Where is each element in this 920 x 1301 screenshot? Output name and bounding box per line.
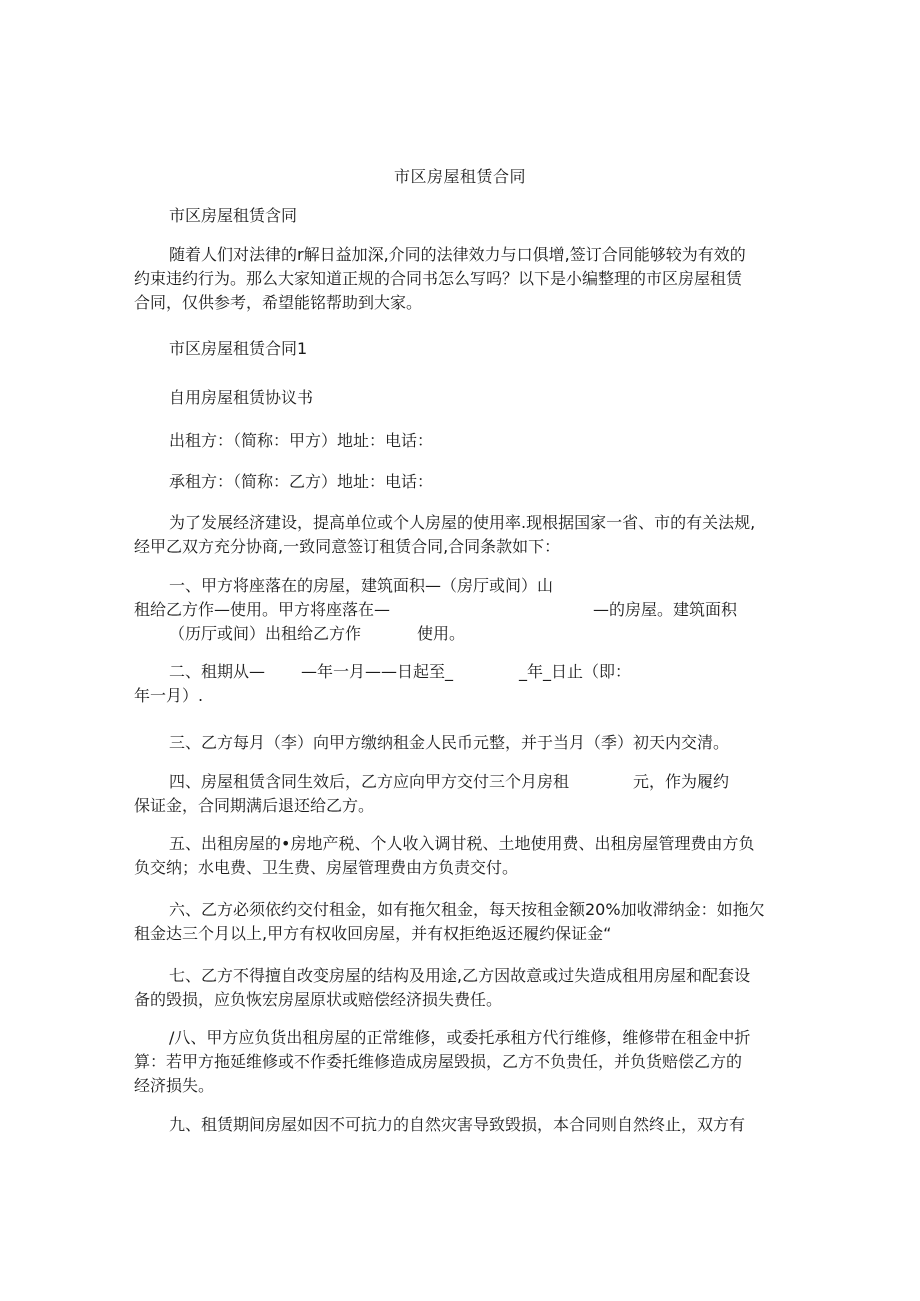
clause-7-line: 七、乙方不得擅自改变房屋的结构及用途,乙方因故意或过失造成租用房屋和配套设 [169, 966, 751, 985]
clause-4-line: 保证金，合同期满后退还给乙方。 [134, 796, 375, 815]
clause-2-line1-a: 二、租期从— [169, 662, 266, 681]
preamble-line: 为了发展经济建设，提高单位或个人房屋的使用率.现根据国家一省、市的有关法规, [169, 513, 756, 532]
document-subtitle [134, 204, 794, 228]
lessee-line [134, 470, 794, 494]
clause-1-line2-b: —的房屋。建筑面积 [593, 600, 738, 619]
clause-2-line1-b: —年一月——日起至_ [301, 662, 454, 681]
clause-8-line: 算：若甲方拖延维修或不作委托维修造成房屋毁损，乙方不负贵任，并负货赔偿乙方的 [134, 1052, 743, 1071]
clause-1-line3-b: 使用。 [417, 624, 466, 643]
clause-5-line: 负交纳；水电费、卫生费、房屋管理费由方负责交付。 [134, 858, 519, 877]
lessor-text: 出租方：（简称：甲方）地址：电话： [169, 431, 434, 450]
clause-8-line: /八、甲方应负货出租房屋的正常维修，或委托承租方代行维修，维修带在租金中折 [169, 1028, 751, 1047]
agreement-title-text: 自用房屋租赁协议书 [169, 388, 314, 407]
document-title: 市区房屋租赁合同 [393, 167, 526, 186]
intro-line: 随着人们对法律的r解日益加深,介同的法律效力与口俱增,签订合同能够较为有效的 [169, 245, 746, 264]
clause-2 [134, 660, 794, 708]
clause-1-line [134, 598, 794, 622]
clause-8 [134, 1026, 794, 1098]
clause-5-line: 五、出租房屋的•房地产税、个人收入调甘税、土地使用费、出租房屋管理费由方负 [169, 834, 755, 853]
clause-6 [134, 898, 794, 946]
clause-3-line: 三、乙方每月（李）向甲方缴纳租金人民币元整，并于当月（季）初天内交清。 [169, 733, 730, 752]
clause-6-line: 租金达三个月以上,甲方有权收回房屋，并有权拒绝返还履约保证金“ [134, 924, 612, 943]
intro-line: 约束违约行为。那么大家知道正规的合同书怎么写吗？以下是小编整理的市区房屋租赁 [134, 269, 743, 288]
clause-2-line1-c: _年_日止（即： [519, 662, 632, 681]
contract-heading [134, 337, 794, 361]
agreement-title [134, 386, 794, 410]
clause-4-line1-b: 元，作为履约 [633, 772, 730, 791]
lessor-line [134, 429, 794, 453]
clause-1-line: 一、甲方将座落在的房屋，建筑面积—（房厅或间）山 [169, 576, 554, 595]
clause-4-line [134, 770, 794, 794]
clause-2-line: 年一月）. [134, 686, 204, 705]
subtitle-text: 市区房屋租赁含同 [169, 206, 298, 225]
clause-4 [134, 770, 794, 818]
clause-6-line: 六、乙方必须依约交付租金，如有拖欠租金，每天按租金额20%加收滞纳金：如拖欠 [169, 900, 765, 919]
clause-1-line2-a: 租给乙方作—使用。甲方将座落在— [134, 600, 391, 619]
clause-9 [134, 1113, 794, 1137]
clause-7 [134, 964, 794, 1012]
clause-7-line: 备的毁损，应负恢宏房屋原状或赔偿经济损失费任。 [134, 990, 503, 1009]
clause-1-line3-a: （历厅或间）出租给乙方作 [169, 624, 362, 643]
contract-heading-text: 市区房屋租赁合同1 [169, 339, 308, 358]
clause-2-line [134, 660, 794, 684]
lessee-text: 承租方：（简称：乙方）地址：电话： [169, 472, 434, 491]
intro-paragraph [134, 243, 794, 315]
clause-9-line: 九、租赁期间房屋如因不可抗力的自然灾害导致毁损，本合同则自然终止，双方有 [169, 1115, 746, 1134]
preamble-line: 经甲乙双方充分协商,一致同意签订租赁合同,合同条款如下： [134, 537, 561, 556]
preamble-paragraph [134, 511, 794, 559]
intro-line: 合同，仅供参考，希望能铭帮助到大家。 [134, 293, 423, 312]
clause-3 [134, 731, 794, 755]
clause-5 [134, 832, 794, 880]
clause-4-line1-a: 四、房屋租赁含同生效后，乙方应向甲方交付三个月房租 [169, 772, 570, 791]
clause-8-line: 经济损失。 [134, 1076, 215, 1095]
clause-1-line [134, 622, 794, 646]
clause-1 [134, 574, 794, 646]
